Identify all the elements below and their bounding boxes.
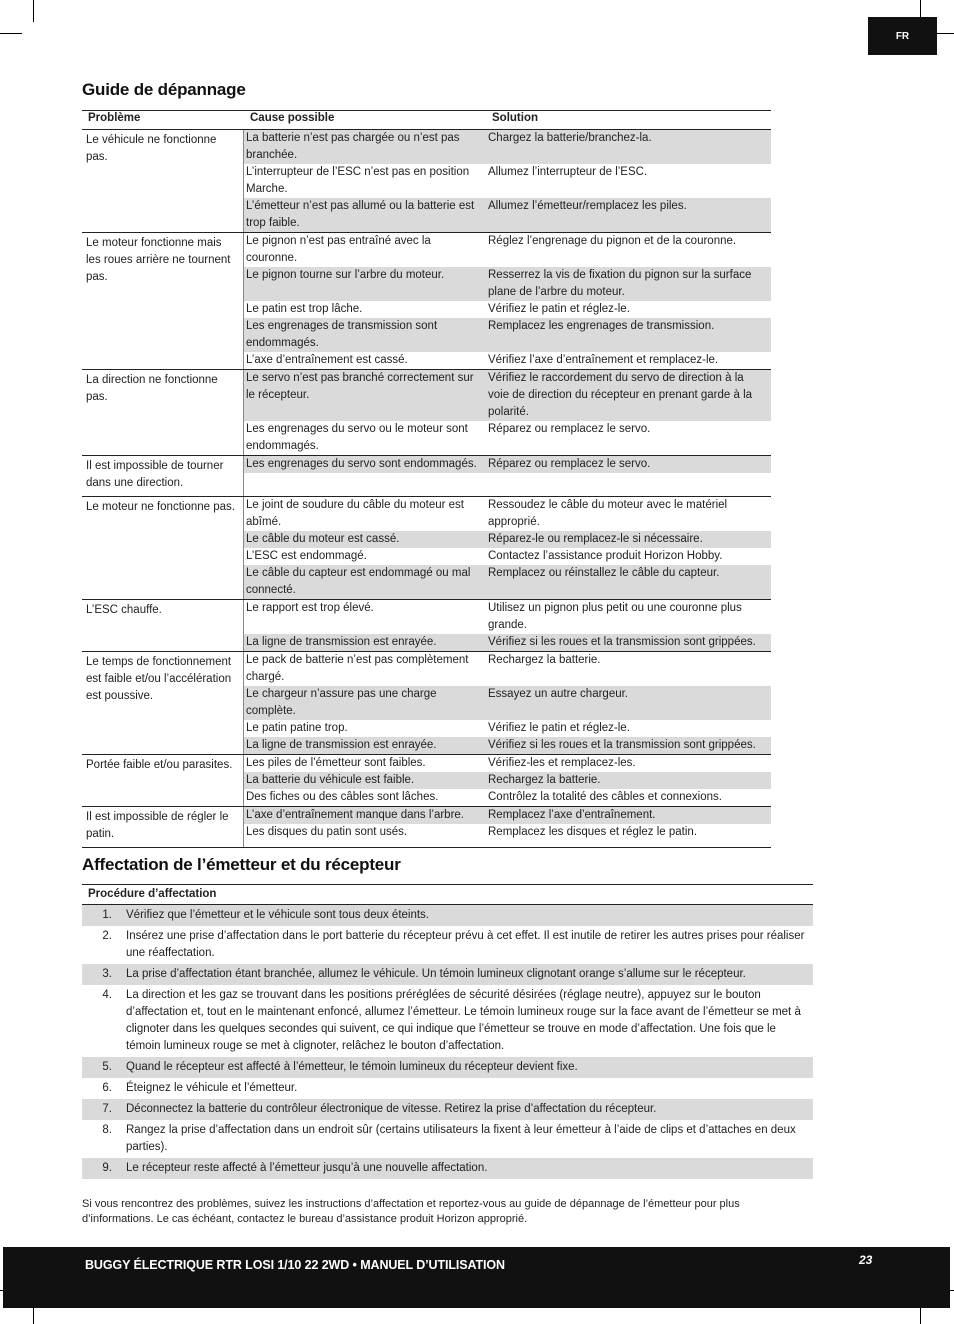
procedure-step [82, 1099, 813, 1120]
table-header [82, 110, 771, 130]
table-row [244, 824, 771, 841]
solution-cell: Contrôlez la totalité des câbles et connexions. [488, 791, 722, 803]
step-text: Éteignez le véhicule et l’émetteur. [126, 1082, 298, 1094]
solution-cell: Réparez ou remplacez le servo. [488, 423, 651, 435]
cause-cell: L’interrupteur de l’ESC n’est pas en position Marche. [246, 166, 470, 195]
procedure-step [82, 905, 813, 926]
cause-cell: Le joint de soudure du câble du moteur est abîmé. [246, 499, 465, 528]
step-text: Insérez une prise d’affectation dans le port batterie du récepteur prévu à cet effet. Il est inutile de retirer les autres prises pour réaliser une réaffectation. [126, 930, 805, 959]
table-row [244, 755, 771, 772]
step-text: Le récepteur reste affecté à l’émetteur jusqu’à une nouvelle affectation. [126, 1162, 488, 1174]
table-row [244, 686, 771, 720]
problem-group [82, 233, 771, 370]
table-row [244, 456, 771, 473]
problem-group [82, 755, 771, 807]
procedure-header: Procédure d’affectation [82, 884, 813, 905]
problem-group [82, 497, 771, 600]
problem-cell: La direction ne fonctionne pas. [82, 370, 244, 455]
problem-cell: Il est impossible de régler le patin. [82, 807, 244, 847]
solution-cell: Allumez l’émetteur/remplacez les piles. [488, 200, 687, 212]
step-number: 7. [102, 1103, 112, 1115]
solution-cell: Ressoudez le câble du moteur avec le matériel approprié. [488, 499, 728, 528]
solution-cell: Vérifiez le raccordement du servo de direction à la voie de direction du récepteur en prenant garde à la polarité. [488, 372, 753, 418]
procedure-step [82, 1120, 813, 1158]
problem-cell: L’ESC chauffe. [82, 600, 244, 651]
solution-cell: Allumez l’interrupteur de l’ESC. [488, 166, 648, 178]
problem-cell: Le temps de fonctionnement est faible et/ou l’accélération est poussive. [82, 652, 244, 754]
solution-cell: Chargez la batterie/branchez-la. [488, 132, 652, 144]
table-row [244, 652, 771, 686]
solution-cell: Réparez ou remplacez le servo. [488, 458, 651, 470]
table-row [244, 772, 771, 789]
table-row [244, 497, 771, 531]
cause-cell: La ligne de transmission est enrayée. [246, 636, 437, 648]
step-number: 3. [102, 968, 112, 980]
table-row [244, 267, 771, 301]
procedure-step [82, 985, 813, 1057]
solution-cell: Réparez-le ou remplacez-le si nécessaire. [488, 533, 703, 545]
solution-cell: Resserrez la vis de fixation du pignon sur la surface plane de l’arbre du moteur. [488, 269, 752, 298]
step-number: 8. [102, 1124, 112, 1136]
cause-cell: Le pignon tourne sur l’arbre du moteur. [246, 269, 445, 281]
solution-cell: Remplacez l’axe d’entraînement. [488, 809, 656, 821]
table-row [244, 807, 771, 824]
solution-cell: Remplacez les disques et réglez le patin. [488, 826, 698, 838]
solution-cell: Vérifiez-les et remplacez-les. [488, 757, 636, 769]
cause-cell: Les piles de l’émetteur sont faibles. [246, 757, 426, 769]
cause-cell: L’émetteur n’est pas allumé ou la batterie est trop faible. [246, 200, 475, 229]
table-row [244, 370, 771, 421]
cause-cell: Les disques du patin sont usés. [246, 826, 408, 838]
solution-cell: Rechargez la batterie. [488, 774, 601, 786]
problem-cell: Il est impossible de tourner dans une direction. [82, 456, 244, 496]
binding-note: Si vous rencontrez des problèmes, suivez les instructions d’affectation et reportez-vous au guide de dépannage de l’émetteur pour plus d’informations. Le cas échéant, contactez le bureau d’assistance produit Horizon approprié. [82, 1198, 740, 1225]
crop-mark [0, 33, 22, 34]
step-number: 2. [102, 930, 112, 942]
table-row [244, 318, 771, 352]
table-row [244, 352, 771, 369]
solution-cell: Vérifiez l’axe d’entraînement et remplacez-le. [488, 354, 719, 366]
language-tab: FR [868, 17, 937, 55]
problem-group [82, 130, 771, 233]
table-row [244, 737, 771, 754]
solution-cell: Utilisez un pignon plus petit ou une couronne plus grande. [488, 602, 742, 631]
problem-cell: Le moteur fonctionne mais les roues arrière ne tournent pas. [82, 233, 244, 369]
solution-cell: Vérifiez le patin et réglez-le. [488, 722, 630, 734]
solution-cell: Vérifiez le patin et réglez-le. [488, 303, 630, 315]
step-number: 6. [102, 1082, 112, 1094]
cause-cell: Les engrenages du servo ou le moteur sont endommagés. [246, 423, 468, 452]
solution-cell: Contactez l’assistance produit Horizon Hobby. [488, 550, 723, 562]
cause-cell: Le câble du capteur est endommagé ou mal connecté. [246, 567, 471, 596]
cause-cell: L’axe d’entraînement manque dans l’arbre. [246, 809, 465, 821]
problem-group [82, 456, 771, 497]
problem-group [82, 652, 771, 755]
cause-cell: Les engrenages du servo sont endommagés. [246, 458, 477, 470]
cause-cell: La batterie n’est pas chargée ou n’est pas branchée. [246, 132, 460, 161]
cause-cell: Le rapport est trop élevé. [246, 602, 374, 614]
procedure-step [82, 1078, 813, 1099]
problem-group [82, 370, 771, 456]
step-number: 4. [102, 989, 112, 1001]
cause-cell: La batterie du véhicule est faible. [246, 774, 415, 786]
table-body [82, 130, 771, 848]
procedure-step [82, 1057, 813, 1078]
cause-cell: L’axe d’entraînement est cassé. [246, 354, 408, 366]
cause-cell: Le pignon n’est pas entraîné avec la couronne. [246, 235, 431, 264]
header-cause: Cause possible [250, 112, 335, 124]
problem-group [82, 807, 771, 848]
crop-mark [33, 0, 34, 22]
footer-title: BUGGY ÉLECTRIQUE RTR LOSI 1/10 22 2WD • MANUEL D’UTILISATION [85, 1258, 505, 1272]
cause-cell: Le câble du moteur est cassé. [246, 533, 400, 545]
header-solution: Solution [492, 112, 538, 124]
procedure-step [82, 964, 813, 985]
procedure-steps [82, 905, 813, 1179]
binding-procedure [82, 884, 813, 1179]
solution-cell: Vérifiez si les roues et la transmission sont grippées. [488, 636, 756, 648]
step-text: Vérifiez que l’émetteur et le véhicule sont tous deux éteints. [126, 909, 430, 921]
cause-cell: Des fiches ou des câbles sont lâches. [246, 791, 439, 803]
step-text: Déconnectez la batterie du contrôleur électronique de vitesse. Retirez la prise d’affectation du récepteur. [126, 1103, 657, 1115]
solution-cell: Remplacez ou réinstallez le câble du capteur. [488, 567, 720, 579]
table-row [244, 720, 771, 737]
table-row [244, 600, 771, 634]
problem-cell: Le véhicule ne fonctionne pas. [82, 130, 244, 232]
page-number: 23 [859, 1253, 873, 1267]
table-row [244, 548, 771, 565]
section-title-troubleshooting: Guide de dépannage [82, 80, 246, 99]
solution-cell: Essayez un autre chargeur. [488, 688, 628, 700]
solution-cell: Vérifiez si les roues et la transmission sont grippées. [488, 739, 756, 751]
page-footer [3, 1247, 950, 1308]
procedure-step [82, 926, 813, 964]
cause-cell: Le servo n’est pas branché correctement sur le récepteur. [246, 372, 474, 401]
problem-group [82, 600, 771, 652]
cause-cell: Le chargeur n’assure pas une charge complète. [246, 688, 437, 717]
cause-cell: Le pack de batterie n’est pas complètement chargé. [246, 654, 469, 683]
troubleshooting-table [82, 110, 771, 848]
table-row [244, 531, 771, 548]
solution-cell: Réglez l’engrenage du pignon et de la couronne. [488, 235, 737, 247]
step-text: La direction et les gaz se trouvant dans les positions préréglées de sécurité désirées (réglage neutre), appuyez sur le bouton d’affectation et, tout en le maintenant enfoncé, allumez l’émetteur. Le témoin lumineux rouge sur la face avant de l’émetteur se met à clignoter dans les quelques secondes qui suivent, ce qui indique que l’émetteur se trouve en mode d’affectation. Une fois que le témoin lumineux rouge se met à clignoter, relâchez le bouton d’affectation. [126, 989, 801, 1052]
table-row [244, 130, 771, 164]
step-text: Quand le récepteur est affecté à l’émetteur, le témoin lumineux du récepteur devient fixe. [126, 1061, 578, 1073]
problem-cell: Portée faible et/ou parasites. [82, 755, 244, 806]
table-row [244, 565, 771, 599]
table-row [244, 233, 771, 267]
table-row [244, 789, 771, 806]
cause-cell: L’ESC est endommagé. [246, 550, 367, 562]
cause-cell: Les engrenages de transmission sont endommagés. [246, 320, 438, 349]
table-row [244, 164, 771, 198]
table-row [244, 301, 771, 318]
header-problem: Problème [88, 112, 141, 124]
problem-cell: Le moteur ne fonctionne pas. [82, 497, 244, 599]
procedure-step [82, 1158, 813, 1179]
cause-cell: La ligne de transmission est enrayée. [246, 739, 437, 751]
cause-cell: Le patin est trop lâche. [246, 303, 363, 315]
table-row [244, 198, 771, 232]
step-number: 5. [102, 1061, 112, 1073]
step-number: 9. [102, 1162, 112, 1174]
table-row [244, 634, 771, 651]
step-text: Rangez la prise d’affectation dans un endroit sûr (certains utilisateurs la fixent à leur émetteur à l’aide de clips et d’attaches en deux parties). [126, 1124, 796, 1153]
cause-cell: Le patin patine trop. [246, 722, 348, 734]
table-row [244, 421, 771, 455]
solution-cell: Remplacez les engrenages de transmission. [488, 320, 715, 332]
step-number: 1. [102, 909, 112, 921]
section-title-binding: Affectation de l’émetteur et du récepteur [82, 855, 401, 874]
solution-cell: Rechargez la batterie. [488, 654, 601, 666]
step-text: La prise d’affectation étant branchée, allumez le véhicule. Un témoin lumineux clignotant orange s’allume sur le récepteur. [126, 968, 746, 980]
